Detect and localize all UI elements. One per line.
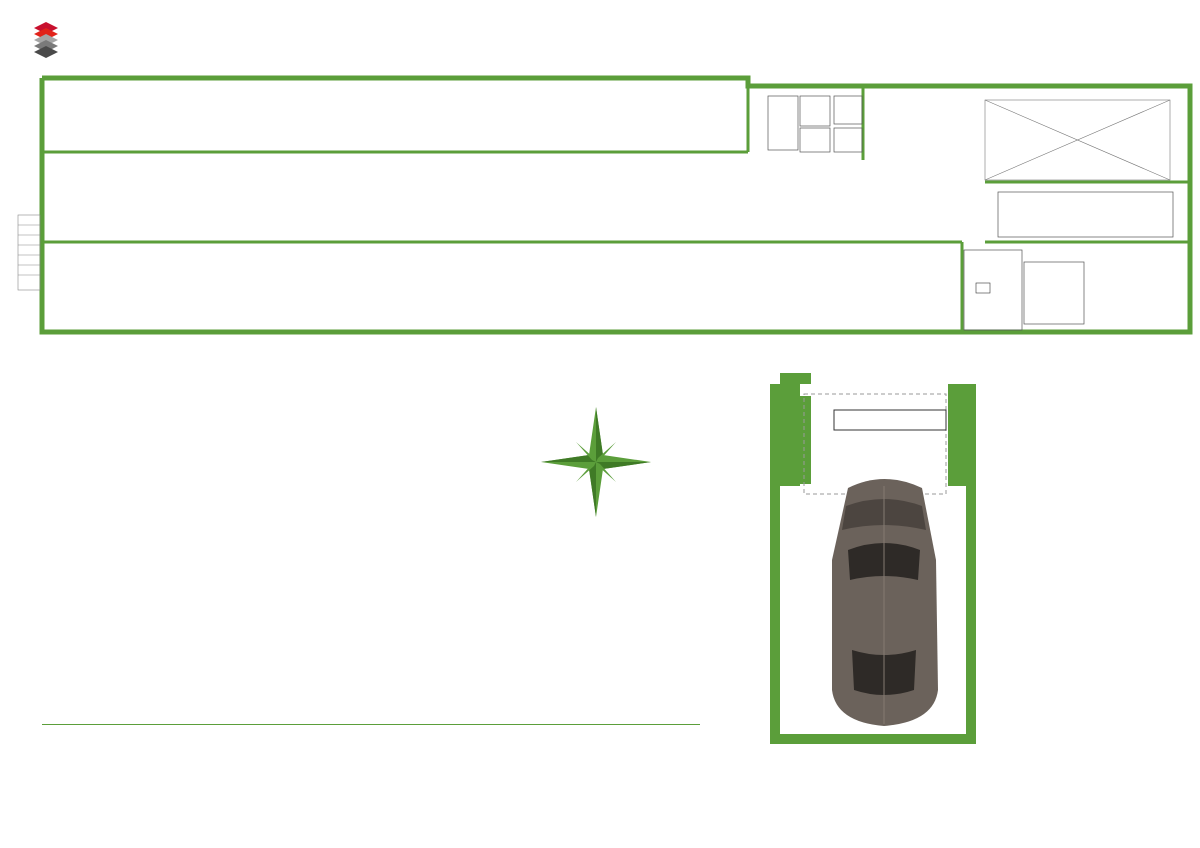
building-walls: [42, 78, 1190, 332]
service-rooms: [768, 96, 1084, 330]
interior-walls: [42, 86, 1190, 332]
compass-icon: [541, 407, 651, 517]
entry-stairs: [18, 215, 40, 290]
footer-contact: [0, 798, 1200, 810]
room-r-box: [976, 283, 990, 293]
ramp: [985, 100, 1170, 180]
right-boxes: [998, 192, 1173, 237]
detail-car-icon: [832, 479, 938, 726]
boks-underline: [42, 724, 700, 725]
